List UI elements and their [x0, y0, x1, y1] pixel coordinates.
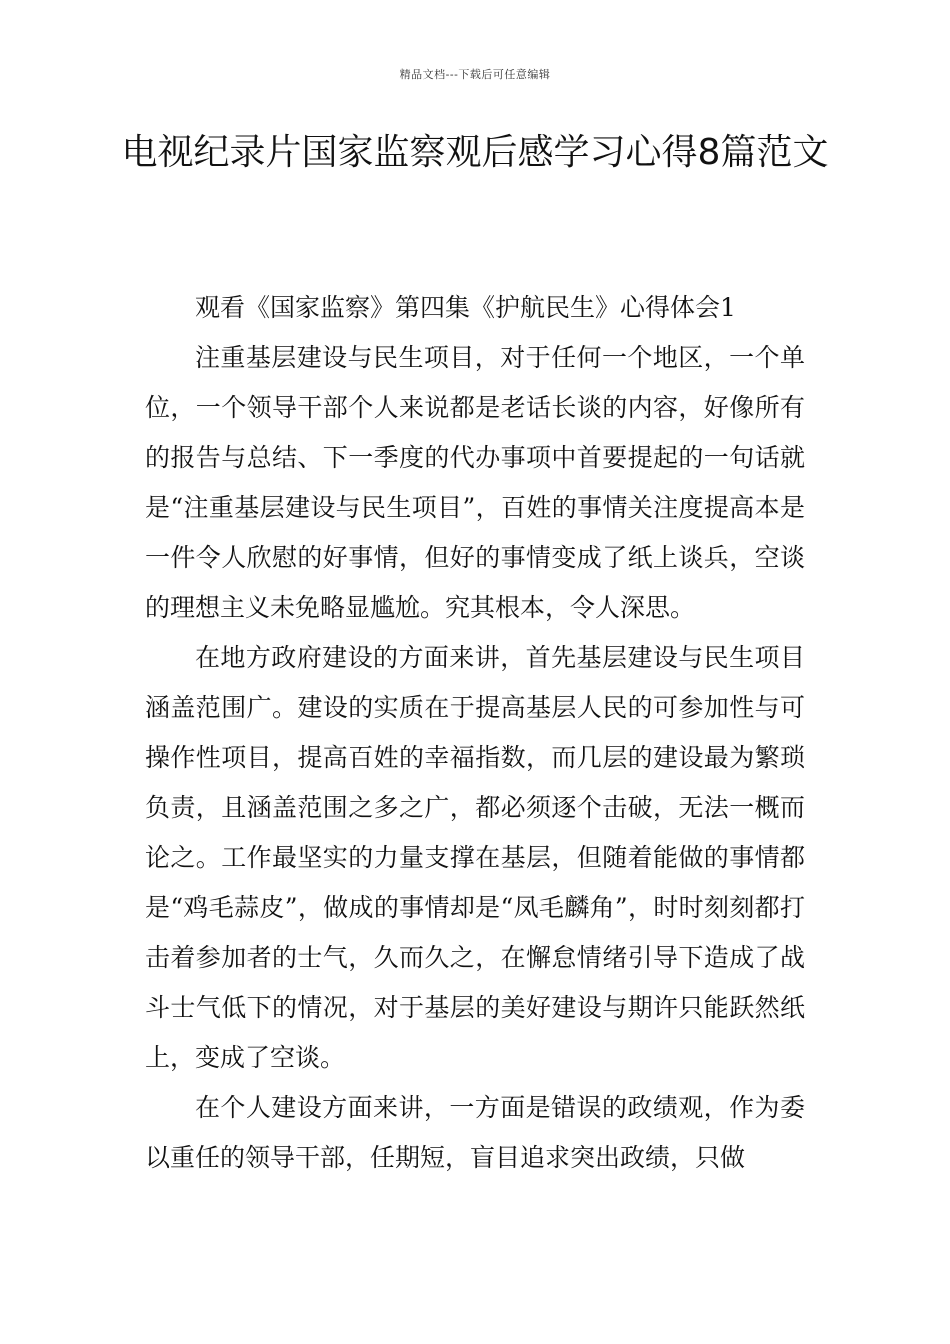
paragraph: 在地方政府建设的方面来讲，首先基层建设与民生项目涵盖范围广。建设的实质在于提高基层人民的可参加性与可操作性项目，提高百姓的幸福指数，而几层的建设最为繁琐负责，且涵盖范围之多之广，都必须逐个击破，无法一概而论之。工作最坚实的力量支撑在基层，但随着能做的事情都是“鸡毛蒜皮”，做成的事情却是“凤毛麟角”，时时刻刻都打击着参加者的士气，久而久之，在懈怠情绪引导下造成了战斗士气低下的情况，对于基层的美好建设与期许只能跃然纸上，变成了空谈。	[145, 643, 805, 1072]
section-subheading: 观看《国家监察》第四集《护航民生》心得体会1	[195, 293, 736, 322]
document-body	[145, 283, 805, 1183]
header-note: 精品文档---下载后可任意编辑	[399, 68, 551, 81]
paragraph: 注重基层建设与民生项目，对于任何一个地区，一个单位，一个领导干部个人来说都是老话长谈的内容，好像所有的报告与总结、下一季度的代办事项中首要提起的一句话就是“注重基层建设与民生项目”，百姓的事情关注度提高本是一件令人欣慰的好事情，但好的事情变成了纸上谈兵，空谈的理想主义未免略显尴尬。究其根本，令人深思。	[145, 343, 805, 622]
paragraph: 在个人建设方面来讲，一方面是错误的政绩观，作为委以重任的领导干部，任期短，盲目追求突出政绩，只做	[145, 1093, 805, 1172]
document-title: 电视纪录片国家监察观后感学习心得8篇范文	[121, 132, 829, 173]
